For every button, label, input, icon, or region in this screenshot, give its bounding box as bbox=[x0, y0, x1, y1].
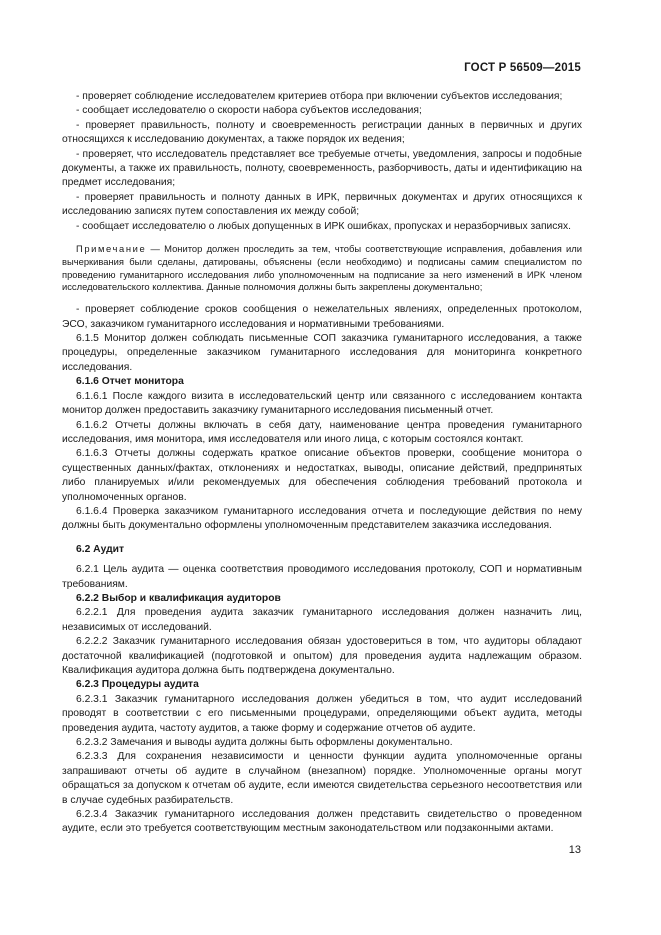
paragraph: 6.2.3.1 Заказчик гуманитарного исследования должен убедиться в том, что аудит исследований проводят в соответствии с его письменными процедурами, определяющими объект аудита, методы проведения аудита, частоту аудитов, а также форму и содержание отчетов об аудите. bbox=[62, 693, 582, 734]
paragraph: - проверяет правильность и полноту данных в ИРК, первичных документах и других относящихся к исследованию записях путем сопоставления их между собой; bbox=[62, 191, 582, 218]
paragraph: - проверяет соблюдение сроков сообщения о нежелательных явлениях, определенных протоколом, ЭСО, заказчиком гуманитарного исследования и нормативными требованиями. bbox=[62, 304, 582, 330]
paragraph: - проверяет соблюдение исследователем критериев отбора при включении субъектов исследования; bbox=[76, 91, 563, 102]
paragraph: 6.2.1 Цель аудита — оценка соответствия проводимого исследования протоколу, СОП и нормативным требованиям. bbox=[62, 564, 582, 590]
paragraph: - проверяет, что исследователь представляет все требуемые отчеты, уведомления, запросы и подобные документы, а также их правильность, полноту, своевременность, разборчивость, даты и идентификацию на предмет исследования; bbox=[62, 148, 582, 189]
paragraph: 6.2.2.1 Для проведения аудита заказчик гуманитарного исследования должен назначить лиц, независимых от исследований. bbox=[62, 607, 582, 633]
paragraph: 6.2.2.2 Заказчик гуманитарного исследования обязан удостовериться в том, что аудиторы обладают достаточной квалификацией (подготовкой и опытом) для проведения аудита надлежащим образом. Квалификация аудитора должна быть подтверждена документально. bbox=[62, 636, 582, 676]
paragraph: 6.1.6.4 Проверка заказчиком гуманитарного исследования отчета и последующие действия по нему должны быть документально оформлены уполномоченным представителем заказчика исследования. bbox=[62, 505, 582, 532]
standard-header: ГОСТ Р 56509—2015 bbox=[464, 62, 581, 74]
section-heading-6-1-6: 6.1.6 Отчет монитора bbox=[76, 376, 184, 388]
paragraph: 6.2.3.2 Замечания и выводы аудита должны быть оформлены документально. bbox=[76, 737, 453, 749]
paragraph: - сообщает исследователю о скорости набора субъектов исследования; bbox=[76, 105, 422, 117]
page-number: 13 bbox=[568, 844, 581, 856]
paragraph: 6.1.6.3 Отчеты должны содержать краткое описание объектов проверки, сообщение монитора о существенных данных/фактах, отклонениях и недостатках, выводы, описание действий, предпринятых либо планируемых и/или рекомендуемых для обеспечения соблюдения требований протокола и уполномоченных органов. bbox=[62, 448, 582, 503]
paragraph: 6.1.6.1 После каждого визита в исследовательский центр или связанного с исследованием контакта монитор должен предоставить заказчику гуманитарного исследования письменный отчет. bbox=[62, 390, 582, 417]
section-heading-6-2-2: 6.2.2 Выбор и квалификация аудиторов bbox=[76, 592, 281, 604]
document-body bbox=[62, 90, 582, 837]
paragraph: 6.2.3.4 Заказчик гуманитарного исследования должен представить свидетельство о проведенном аудите, если это требуется соответствующим местным законодательством или подзаконными актами. bbox=[62, 809, 582, 835]
section-heading-6-2: 6.2 Аудит bbox=[76, 543, 124, 555]
paragraph: - сообщает исследователю о любых допущенных в ИРК ошибках, пропусках и неразборчивых записях. bbox=[76, 220, 572, 232]
paragraph: - проверяет правильность, полноту и своевременность регистрации данных в первичных и других относящихся к исследованию документах, а также порядок их ведения; bbox=[62, 119, 582, 146]
section-heading-6-2-3: 6.2.3 Процедуры аудита bbox=[76, 679, 199, 691]
note-block bbox=[62, 243, 582, 294]
note-text: — Монитор должен проследить за тем, чтобы соответствующие исправления, добавления или вычеркивания были сделаны, датированы, объяснены (если необходимо) и подписаны самим специалистом по проведению гуманитарного исследования либо уполномоченным на подписание за него изменений в ИРК членом исследовательского коллектива. Данные полномочия должны быть закреплены документально; bbox=[62, 243, 582, 293]
paragraph: 6.2.3.3 Для сохранения независимости и ценности функции аудита уполномоченные органы запрашивают отчеты об аудите в случайном (внезапном) порядке. Уполномоченные органы могут обращаться за допуском к отчетам об аудите, если имеются свидетельства серьезного несоответствия или в случае судебных разбирательств. bbox=[62, 751, 582, 806]
paragraph: 6.1.6.2 Отчеты должны включать в себя дату, наименование центра проведения гуманитарного исследования, имя монитора, имя исследователя или иного лица, с которым состоялся контакт. bbox=[62, 419, 582, 445]
note-label: Примечание bbox=[76, 243, 147, 255]
paragraph: 6.1.5 Монитор должен соблюдать письменные СОП заказчика гуманитарного исследования, а также процедуры, определенные заказчиком гуманитарного исследования для мониторинга конкретного исследования. bbox=[62, 333, 582, 373]
